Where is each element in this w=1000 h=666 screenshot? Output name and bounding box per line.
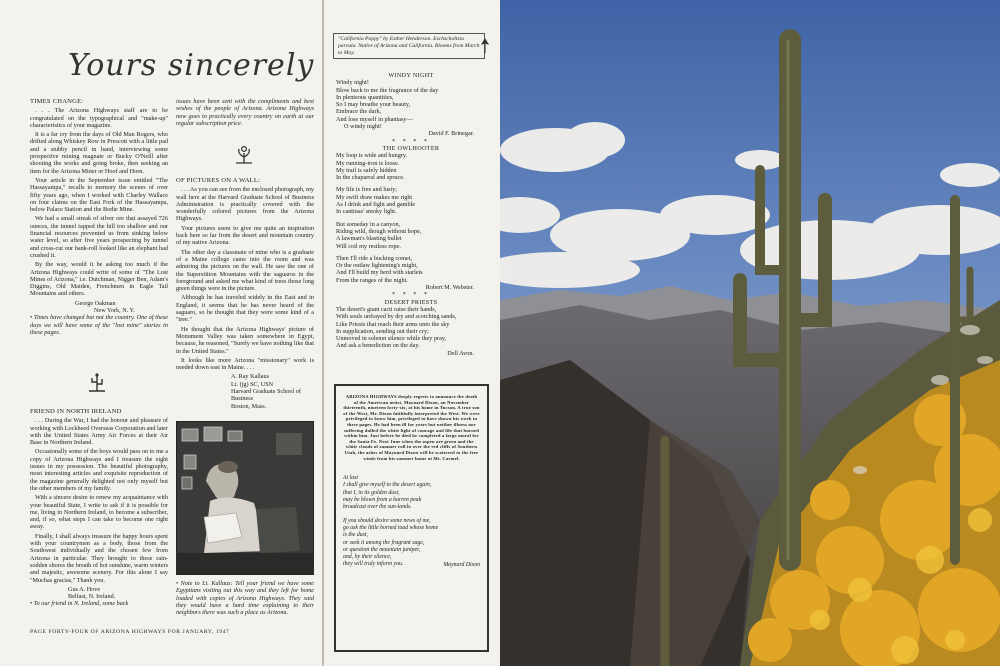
paragraph: Although he has traveled widely in the East and in England, it seems that he has never heard of the saguaro, so he thought that they were some kind of a "tree." [176, 294, 314, 324]
signature-place: New York, N. Y. [94, 307, 135, 315]
poem-line: O windy night! [344, 123, 382, 131]
poems-column [336, 72, 486, 357]
arrow-pointer-icon [480, 38, 490, 54]
paragraph: Your pictures seem to give me quite an inspiration back here so far from the desert and mountain country of my native Arizona. [176, 224, 314, 247]
poem-line: In cantinas' smoky light. [336, 208, 397, 216]
desert-flower-ornament-icon [232, 143, 256, 165]
poem-line: may be blown from a barren peak [343, 497, 422, 504]
poem-line: My trail is safely hidden [336, 166, 397, 174]
times-change-title: TIMES CHANGE: [30, 98, 84, 105]
photo-caption-note: • Note to Lt. Kallaus: Tell your friend we have some Egyptians visiting out this way and they left for home loaded with copies of Arizona Highways. They said they would have a hard time explaining to their neighbors there was such a place as Arizona. [176, 580, 314, 617]
poem-line: and, by their silence, [343, 554, 392, 561]
poem-title: WINDY NIGHT [388, 72, 434, 79]
paragraph: He thought that the Arizona Highways' picture of Monument Valley was taken somewhere in Egypt, because, he reasoned, "Surely we have nothing like that in the United States." [176, 325, 314, 355]
page-heading: Yours sincerely [68, 48, 315, 83]
signature-place: Belfast, N. Ireland. [68, 593, 116, 601]
poem-title: THE OWLHOOTER [382, 144, 440, 152]
poem-line: Riding wild, though without hope, [336, 227, 422, 235]
poem-line: go ask the little horned toad whose home [343, 524, 439, 531]
poem-line: My loop is wide and hungry. [336, 152, 408, 160]
column-1-lower [30, 408, 168, 610]
poppy-caption-box [333, 33, 485, 59]
poem-line: As I drink and fight and gamble [336, 201, 416, 209]
poem-line: With souls unfrayed by dry and scorching sands, [336, 313, 457, 321]
friend-title: FRIEND IN NORTH IRELAND [30, 408, 122, 415]
editor-note: • To our friend in N. Ireland, some back [30, 600, 129, 608]
column-1 [30, 98, 168, 338]
poem-line: So I may breathe your beauty, [336, 101, 411, 109]
signature-name: George Oakman [75, 299, 116, 307]
poem-line: Like Priests that reach their arms unto the sky [336, 320, 450, 328]
poem-line: is the dust, [343, 532, 368, 539]
column-2-top: issues have been sent with the compliments and best wishes of the people of Arizona. Arizona Highways now goes to practically every country on earth at our regular subscription price. [176, 98, 314, 127]
stars-divider: * * * * [391, 137, 430, 145]
page-footer: PAGE FORTY-FOUR OF ARIZONA HIGHWAYS FOR JANUARY, 1947 [30, 629, 230, 635]
memorial-poem [343, 475, 480, 569]
column-divider [322, 0, 324, 666]
poem-line: they will truly inform you. [343, 561, 404, 568]
poem-line: broadcast over the sun-lands. [343, 504, 412, 511]
poem-line: The desert's giant cacti raise their hands, [336, 305, 437, 313]
poem-line: My swift draw makes me right [336, 193, 413, 201]
paragraph: Your article in the September issue entitled "The Hassayampa," recalls to memory the scenes of over fifty years ago, when I worked with Charley Wallace on four claims on the East Fork of the Hassayampa, below Palace Station and the Bodie Mine. [30, 176, 168, 214]
poem-title: DESERT PRIESTS [384, 298, 438, 306]
poem-line: that I, in its golden dust, [343, 489, 400, 496]
poem-line: In plenteous quantities, [336, 93, 394, 101]
poem-line: Unmoved in solemn silence while they pray, [336, 335, 447, 343]
poppy-caption: "California Poppy" by Esther Henderson. Eschscholtzia parvula. Native of Arizona and California. Blooms from March to May. [338, 36, 480, 56]
editor-note: • Times have changed but not the country. One of these days we will have some of the "lost mine" stories in these pages. [30, 314, 168, 336]
poem-line: I shall give myself to the desert again, [343, 482, 432, 489]
poem-line: My life is free and lusty; [336, 186, 398, 194]
signature-line: Harvard Graduate School of Business [231, 388, 301, 403]
paragraph: It is a far cry from the days of Old Man Rogers, who drifted along Whiskey Row in Prescott with a little pad and a stubby pencil in hand, interviewing some prospective mining magnate or Bucky O'Neill after shooting the works and going broke, then seeking an item for the Arizona Miner or Hoof and Horn. [30, 131, 168, 175]
poem-line: And lose myself in phantasy— [336, 115, 413, 123]
signature-line: Lt. (jg) SC, USN [231, 380, 274, 388]
paragraph: By the way, would it be asking too much if the Arizona Highways could write of some of "The Lost Mines of Arizona," i.e. Dutchman, Nigger Ben, Adam's Diggins, Old Maiden, Frenchmen in Eagle Tail Mountains and others. [30, 261, 168, 298]
signature-name: Gus A. Hove [68, 585, 101, 593]
poem-line: A lawman's blasting bullet [336, 235, 402, 243]
poem-line: or question the mountain juniper, [343, 546, 421, 553]
pictures-title: OF PICTURES ON A WALL: [176, 177, 261, 184]
paragraph: . . . During the War, I had the honour and pleasure of working with Lockheed Overseas Corporation and later with the United States Army Air Forces at their Air Base in Northern Ireland. [30, 417, 168, 447]
poem-line: Then I'll ride a bucking comet, [336, 254, 413, 262]
officer-photo [176, 421, 314, 575]
column-2 [176, 177, 314, 410]
poem-line: And ask a benediction on the day. [336, 342, 420, 350]
paragraph: The other day a classmate of mine who is a graduate of a Maine college came into the room and was admiring the pictures on the wall. He saw the one of the Superstition Mountains with the saguaros in the foreground and asked me what kind of trees those long green things were in the picture. [176, 248, 314, 293]
poem-author: Robert M. Webster. [425, 284, 474, 292]
poem-line: In supplication, sending out their cry; [336, 327, 429, 335]
paragraph: . . . The Arizona Highways staff are to be congratulated on the typographical and "make-up" characteristics of your magazine. [30, 107, 168, 129]
memorial-poem-author: Maynard Dixon [443, 561, 480, 568]
poem-line: Blow back to me the fragrance of the day [336, 86, 439, 94]
signature-line: A. Ray Kallaus [231, 373, 269, 381]
signature-line: Boston, Mass. [231, 402, 267, 410]
poem-line: From the ranges of the night. [336, 276, 408, 284]
poem-line: At last [343, 475, 358, 482]
poem-line: Or the outlaw lightening's might, [336, 262, 418, 270]
paragraph: With a sincere desire to renew my acquaintance with your beautiful State, I write to ask if it is possible for me, living in Northern Ireland, to become a subscriber, and, if so, what steps I can take to become one right away. [30, 494, 168, 531]
stars-divider: * * * * [391, 291, 430, 299]
poem-line: Embrace the dark, [336, 108, 382, 116]
memorial-text: ARIZONA HIGHWAYS deeply regrets to announce the death of the American artist, Maynard Dixon, on November thirteenth, nineteen forty-six, at his home in Tucson. A true son of the West, Mr. Dixon faithfully interpreted the West. We were privileged to know him, privileged to have shown his work in these pages. He had been ill for years but neither illness nor suffering dulled the white light of courage and life that burned within him. Just before he died he completed a large mural for the Santa Fe. Next June when the aspen are green and the white clouds of summer roll in over the red cliffs of Southern Utah, the ashes of Maynard Dixon will be scattered to the free winds from his summer home at Mt. Carmel. [343, 394, 480, 461]
poem-line: Windy night! [336, 79, 369, 87]
paragraph: We had a small streak of silver ore that assayed 726 ounces, the tunnel tapped the hill too shallow and our financial resources prevented us from sinking below water level, so after five years prospecting by tunnel and cross-cut our bank-roll looked like an elephant had crushed it. [30, 215, 168, 259]
poem-line: Will coil my restless rope. [336, 242, 401, 250]
memorial-box [334, 384, 489, 652]
cactus-ornament-icon [86, 371, 108, 393]
poem-line: My running-iron is loose. [336, 159, 400, 167]
poem-line: or seek it among the fragrant sage, [343, 539, 425, 546]
paragraph: Occasionally some of the boys would pass on to me a copy of Arizona Highways and I treasure the eight issues in my possession. The beautiful photography, most interesting articles and exquisite reproduction of the magazine generally delighted not only myself but the other members of my family. [30, 448, 168, 492]
paragraph: It looks like more Arizona "missionary" work is needed down east in Maine. . . . [176, 356, 314, 372]
poem-line: And I'll build my herd with starlets [336, 269, 423, 277]
poem-line: But someday in a canyon, [336, 220, 401, 228]
poem-author: Dell Avon. [447, 349, 474, 357]
paragraph: Finally, I shall always treasure the happy hours spent with your countrymen as a body, those from the Southwest individually and the chosen few from Arizona in particular. They brought to these rain-sodden shores the breath of hot sunshine, warm winters and majestic, awesome scenery. For this alone I say "Muchas gracias," Thank you. [30, 532, 168, 584]
poem-line: In the chaparral and spruce. [336, 174, 405, 182]
poem-author: David F. Brinegar. [428, 130, 474, 138]
paragraph: . . . As you can see from the enclosed photograph, my wall here at the Harvard Graduate School of Business Administration is practically covered with the wonderfully colored pictures from the Arizona Highways. [176, 186, 314, 223]
saguaro-poppy-photo [500, 0, 1000, 666]
poem-line: If you should desire some news of me, [343, 517, 431, 524]
